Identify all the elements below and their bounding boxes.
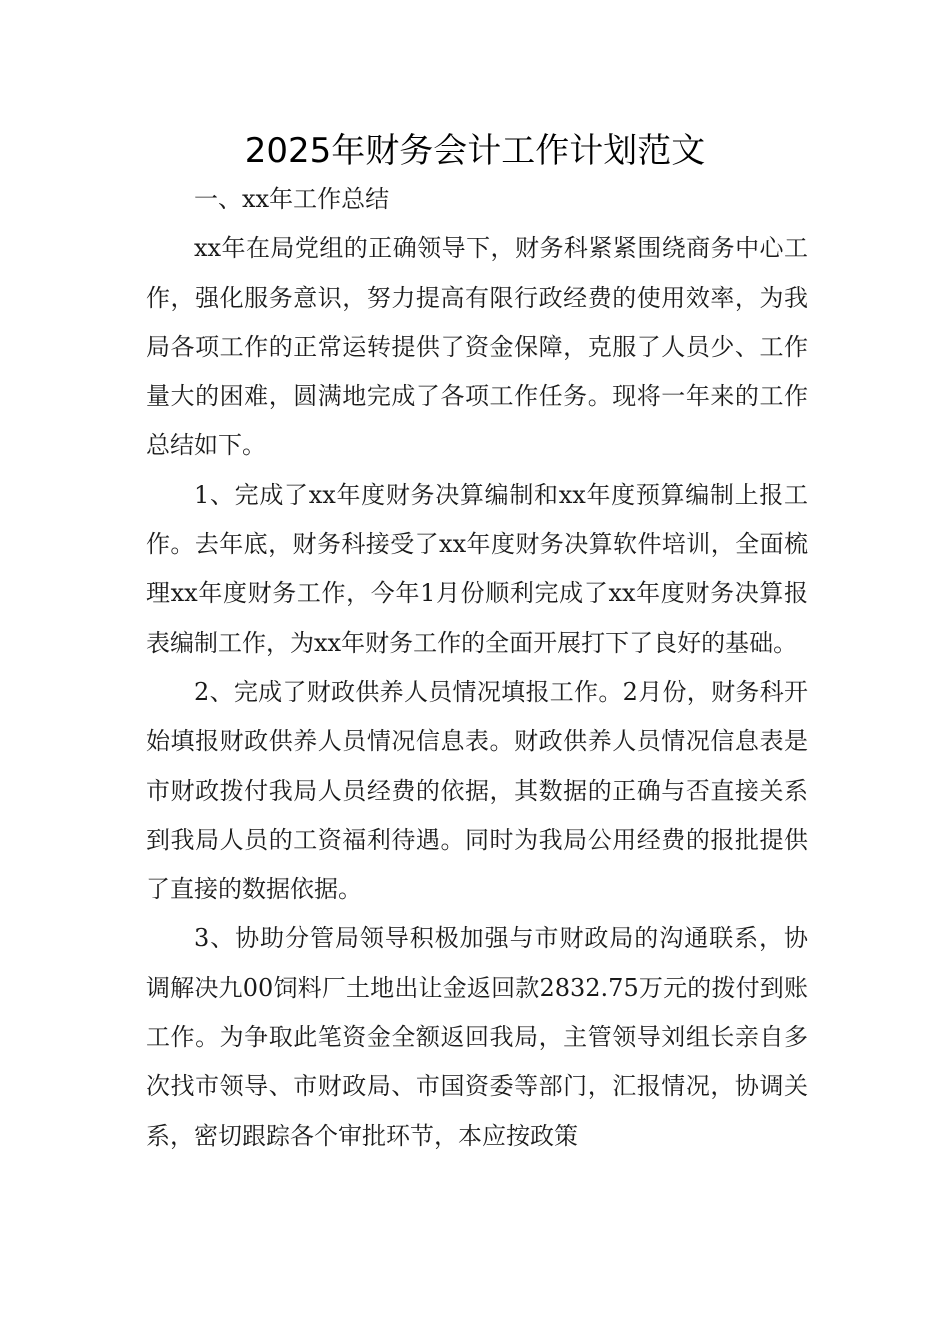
document-title: 2025年财务会计工作计划范文 (244, 131, 706, 171)
paragraph-item-3: 3、协助分管局领导积极加强与市财政局的沟通联系，协调解决九00饲料厂土地出让金返回款2832.75万元的拨付到账工作。为争取此笔资金全额返回我局，主管领导刘组长亲自多次找市领导、市财政局、市国资委等部门，汇报情况，协调关系，密切跟踪各个审批环节，本应按政策 (146, 924, 808, 1150)
paragraph-item-2: 2、完成了财政供养人员情况填报工作。2月份，财务科开始填报财政供养人员情况信息表。财政供养人员情况信息表是市财政拨付我局人员经费的依据，其数据的正确与否直接关系到我局人员的工资福利待遇。同时为我局公用经费的报批提供了直接的数据依据。 (146, 677, 808, 904)
section-heading: 一、xx年工作总结 (194, 185, 390, 213)
document-body (146, 175, 808, 1161)
paragraph-intro: xx年在局党组的正确领导下，财务科紧紧围绕商务中心工作，强化服务意识，努力提高有限行政经费的使用效率，为我局各项工作的正常运转提供了资金保障，克服了人员少、工作量大的困难，圆满地完成了各项工作任务。现将一年来的工作总结如下。 (146, 234, 808, 460)
paragraph-item-1: 1、完成了xx年度财务决算编制和xx年度预算编制上报工作。去年底，财务科接受了xx年度财务决算软件培训，全面梳理xx年度财务工作，今年1月份顺利完成了xx年度财务决算报表编制工作，为xx年财务工作的全面开展打下了良好的基础。 (146, 480, 808, 657)
